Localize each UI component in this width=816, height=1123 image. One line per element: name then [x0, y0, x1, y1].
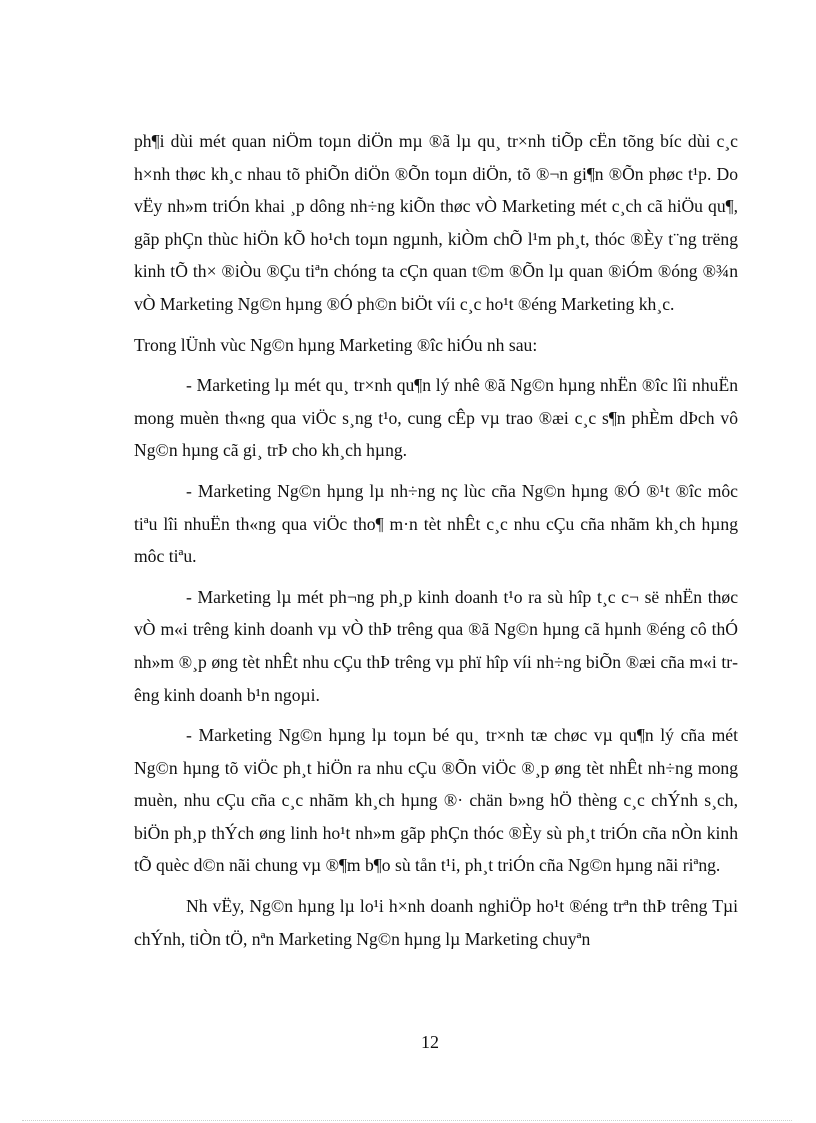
- page-number: 12: [421, 1032, 439, 1052]
- page-bottom-divider: [22, 1120, 792, 1121]
- paragraph: Nh vËy, Ng©n hµng lµ lo¹i h×nh doanh nghiÖp ho¹t ®éng trªn thÞ trêng Tµi chÝnh, tiÒn tÖ, nªn Marketing Ng©n hµng lµ Marketing chuyªn: [134, 896, 738, 949]
- paragraph-lead: Trong lÜnh vùc Ng©n hµng Marketing ®îc hiÓu nh sau:: [134, 334, 538, 355]
- paragraph-continuation: ph¶i dùi mét quan niÖm toµn diÖn mµ ®ã lµ qu¸ tr×nh tiÕp cËn tõng bíc dùi c¸c h×nh thøc kh¸c nhau tõ phiÕn diÖn ®Õn toµn diÖn, tõ ®¬n gi¶n ®Õn phøc t¹p. Do vËy nh»m triÓn khai ¸p dông nh÷ng kiÕn thøc vÒ Marketing mét c¸ch cã hiÖu qu¶, gãp phÇn thùc hiÖn kÕ ho¹ch toµn ngµnh, kiÒm chÕ l¹m ph¸t, thóc ®Èy t¨ng trëng kinh tÕ th× ®iÒu ®Çu tiªn chóng ta cÇn quan t©m ®Õn lµ quan ®iÓm ®óng ®¾n vÒ Marketing Ng©n hµng ®Ó ph©n biÖt víi c¸c ho¹t ®éng Marketing kh¸c.: [134, 131, 738, 314]
- list-item: - Marketing Ng©n hµng lµ toµn bé qu¸ tr×nh tæ chøc vµ qu¶n lý cña mét Ng©n hµng tõ viÖc ph¸t hiÖn ra nhu cÇu ®Õn viÖc ®¸p øng tèt nhÊt nh÷ng mong muèn, nhu cÇu cña c¸c nhãm kh¸ch hµng ®· chän b»ng hÖ thèng c¸c chÝnh s¸ch, biÖn ph¸p thÝch øng linh ho¹t nh»m gãp phÇn thóc ®Èy sù ph¸t triÓn cña nÒn kinh tÕ quèc d©n nãi chung vµ ®¶m b¶o sù tån t¹i, ph¸t triÓn cña Ng©n hµng nãi riªng.: [134, 725, 738, 876]
- body-text: [134, 125, 738, 955]
- list-item: - Marketing lµ mét qu¸ tr×nh qu¶n lý nhê ®ã Ng©n hµng nhËn ®îc lîi nhuËn mong muèn th«ng qua viÖc s¸ng t¹o, cung cÊp vµ trao ®æi c¸c s¶n phÈm dÞch vô Ng©n hµng cã gi¸ trÞ cho kh¸ch hµng.: [134, 375, 738, 461]
- list-item: - Marketing Ng©n hµng lµ nh÷ng nç lùc cña Ng©n hµng ®Ó ®¹t ®îc môc tiªu lîi nhuËn th«ng qua viÖc tho¶ m·n tèt nhÊt c¸c nhu cÇu cña nhãm kh¸ch hµng môc tiªu.: [134, 480, 738, 567]
- list-item: - Marketing lµ mét ph¬ng ph¸p kinh doanh t¹o ra sù hîp t¸c c¬ së nhËn thøc vÒ m«i trêng kinh doanh vµ vÒ thÞ trêng qua ®ã Ng©n hµng cã hµnh ®éng cô thÓ nh»m ®¸p øng tèt nhÊt nhu cÇu thÞ trêng vµ phï hîp víi nh÷ng biÕn ®æi cña m«i trêng kinh doanh b¹n ngoµi.: [134, 586, 738, 705]
